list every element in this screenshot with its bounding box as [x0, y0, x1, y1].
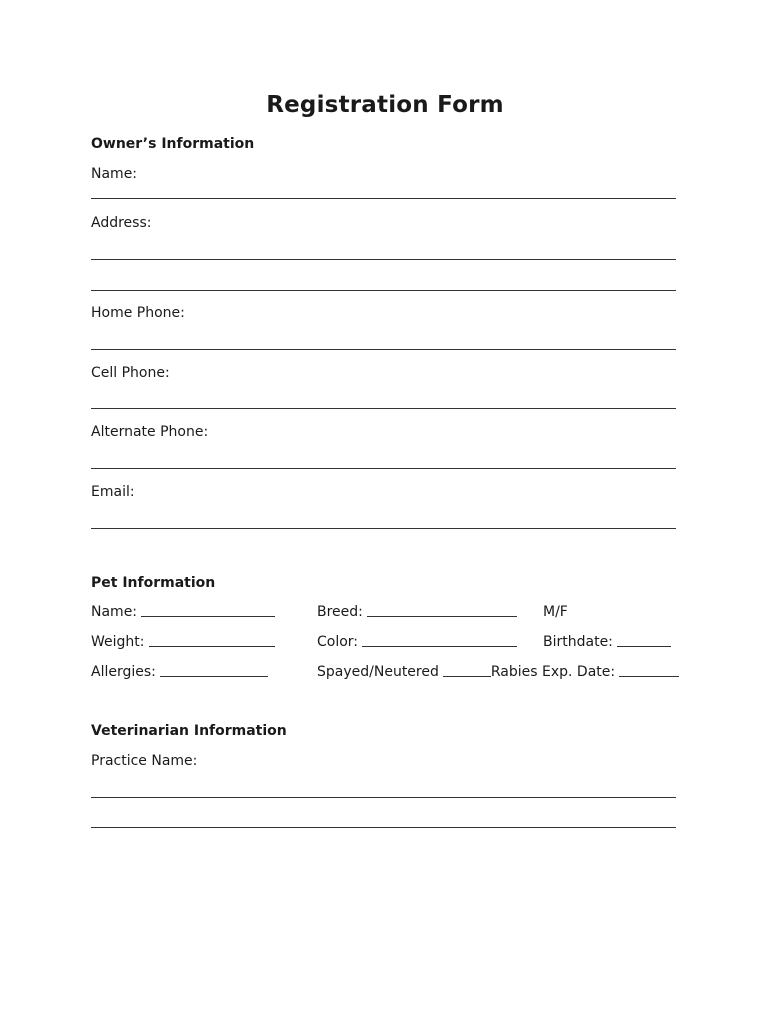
spayed-neutered-blank[interactable] — [443, 664, 491, 677]
sex-label: M/F — [543, 604, 568, 620]
weight-blank[interactable] — [149, 634, 275, 647]
allergies-blank[interactable] — [160, 664, 268, 677]
practice-name-line-1[interactable] — [91, 797, 676, 798]
weight-field — [91, 634, 275, 650]
form-title: Registration Form — [266, 92, 504, 118]
allergies-field — [91, 664, 268, 680]
allergies-label: Allergies: — [91, 664, 156, 680]
pet-name-field — [91, 604, 275, 620]
sex-field — [543, 604, 568, 620]
weight-label: Weight: — [91, 634, 145, 650]
breed-blank[interactable] — [367, 604, 517, 617]
cell-phone-line[interactable] — [91, 408, 676, 409]
spayed-neutered-label: Spayed/Neutered — [317, 664, 439, 680]
breed-label: Breed: — [317, 604, 363, 620]
vet-info-heading: Veterinarian Information — [91, 723, 287, 739]
breed-field — [317, 604, 517, 620]
birthdate-field — [543, 634, 671, 650]
alternate-phone-line[interactable] — [91, 468, 676, 469]
rabies-exp-label: Rabies Exp. Date: — [490, 664, 616, 680]
color-field — [317, 634, 517, 650]
practice-name-line-2[interactable] — [91, 827, 676, 828]
email-label: Email: — [91, 484, 135, 500]
email-line[interactable] — [91, 528, 676, 529]
pet-name-label: Name: — [91, 604, 138, 620]
owner-address-line-1[interactable] — [91, 259, 676, 260]
owner-info-heading: Owner’s Information — [91, 136, 255, 152]
owner-address-line-2[interactable] — [91, 290, 676, 291]
owner-name-line[interactable] — [91, 198, 676, 199]
pet-name-blank[interactable] — [141, 604, 275, 617]
birthdate-blank[interactable] — [617, 634, 671, 647]
cell-phone-label: Cell Phone: — [91, 365, 170, 381]
owner-address-label: Address: — [91, 215, 152, 231]
spayed-neutered-field — [317, 664, 679, 680]
pet-info-heading: Pet Information — [91, 575, 216, 591]
color-blank[interactable] — [362, 634, 517, 647]
practice-name-label: Practice Name: — [91, 753, 198, 769]
alternate-phone-label: Alternate Phone: — [91, 424, 209, 440]
birthdate-label: Birthdate: — [543, 634, 613, 650]
home-phone-label: Home Phone: — [91, 305, 185, 321]
color-label: Color: — [317, 634, 359, 650]
owner-name-label: Name: — [91, 166, 138, 182]
rabies-exp-blank[interactable] — [619, 664, 679, 677]
home-phone-line[interactable] — [91, 349, 676, 350]
